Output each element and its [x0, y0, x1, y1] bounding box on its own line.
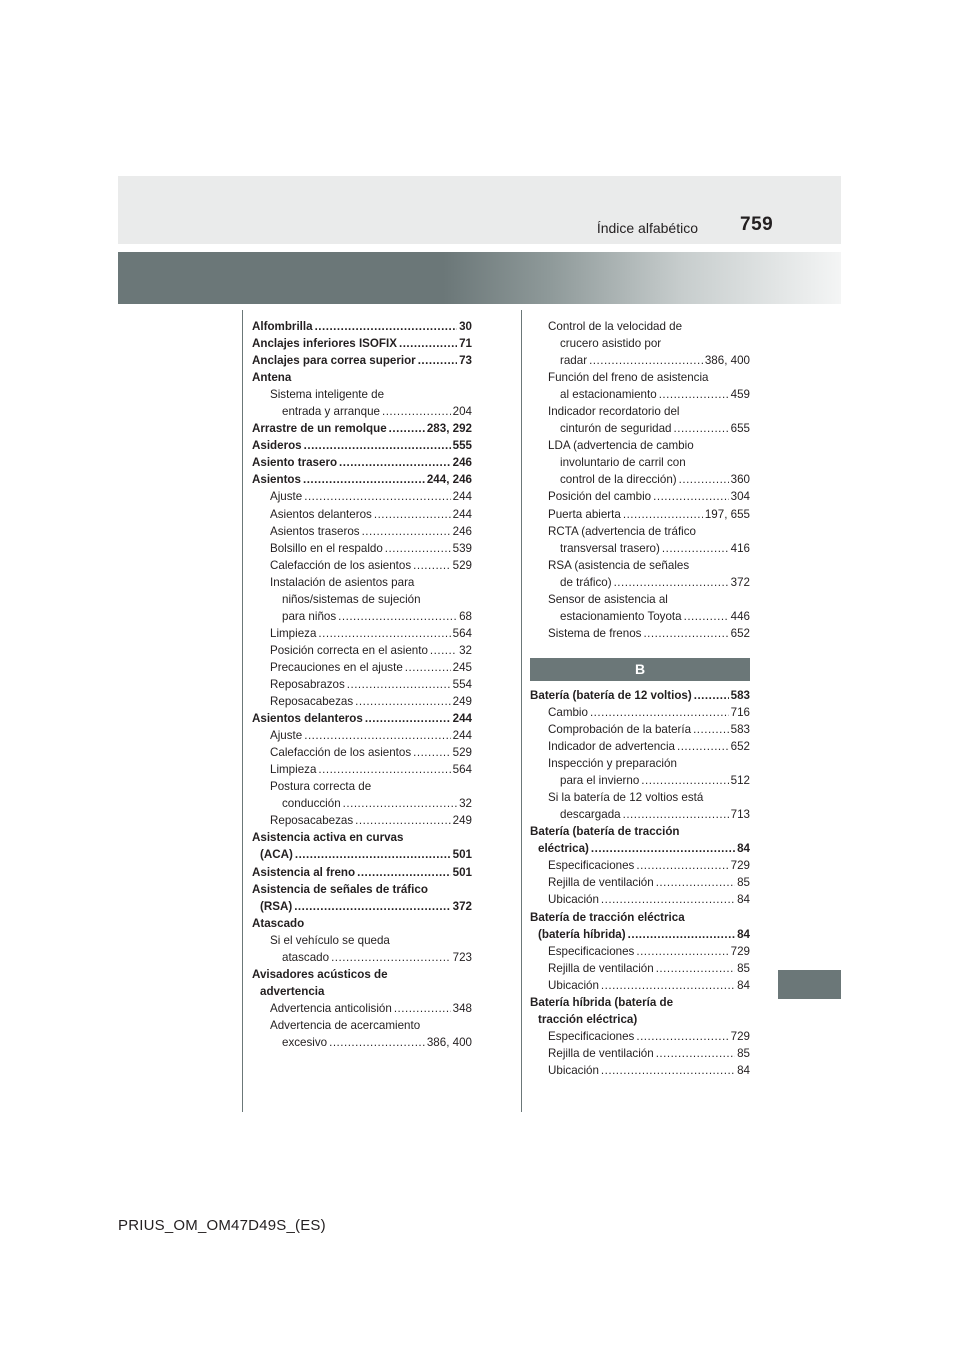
index-term: Reposacabezas [270, 814, 354, 828]
index-term: Rejilla de ventilación [548, 1046, 654, 1060]
index-entry [530, 687, 750, 704]
dot-leader [601, 1062, 735, 1079]
index-term: Si el vehículo se queda [270, 933, 390, 947]
index-term: Especificaciones [548, 859, 635, 873]
dot-leader [374, 506, 451, 523]
index-term: Precauciones en el ajuste [270, 660, 403, 674]
index-entry [252, 744, 472, 761]
index-page-ref: 84 [737, 842, 750, 856]
index-term: Control de la velocidad de [548, 320, 683, 333]
dot-leader [636, 1028, 728, 1045]
index-entry [530, 540, 750, 557]
index-page-ref: 555 [452, 439, 472, 453]
index-term: RSA (asistencia de señales [548, 558, 690, 572]
index-term: estacionamiento Toyota [560, 609, 682, 623]
index-page-ref: 244 [452, 729, 472, 743]
index-term: Asistencia activa en curvas [252, 831, 404, 845]
index-page-ref: 30 [459, 320, 472, 333]
index-page-ref: 204 [452, 405, 472, 419]
dot-leader [304, 488, 450, 505]
index-page-ref: 529 [452, 558, 472, 572]
dot-leader [355, 812, 451, 829]
index-term: Asiento trasero [252, 456, 338, 470]
index-entry [252, 966, 472, 983]
dot-leader [677, 738, 729, 755]
index-term: Asistencia al freno [252, 865, 356, 879]
index-entry [252, 727, 472, 744]
dot-leader [362, 523, 451, 540]
index-term: Batería de tracción eléctrica [530, 910, 685, 924]
index-term: Cambio [548, 705, 588, 719]
dot-leader [636, 857, 728, 874]
dot-leader [418, 352, 457, 369]
index-entry [252, 659, 472, 676]
index-page-ref: 32 [459, 643, 472, 657]
index-page-ref: 84 [737, 927, 750, 941]
index-page-ref: 249 [452, 695, 472, 709]
index-term: Inspección y preparación [548, 757, 677, 771]
index-term: Posición correcta en el asiento [270, 643, 428, 657]
index-entry [252, 386, 472, 403]
index-page-ref: 501 [452, 865, 472, 879]
index-entry [252, 335, 472, 352]
index-page-ref: 583 [730, 722, 750, 736]
dot-leader [623, 506, 703, 523]
index-page-ref: 244 [452, 507, 472, 521]
index-page-ref: 348 [452, 1001, 472, 1015]
index-term: Indicador de advertencia [548, 740, 675, 754]
index-entry [530, 772, 750, 789]
index-term: para niños [282, 609, 337, 623]
index-entry [252, 369, 472, 386]
index-column-1 [252, 318, 472, 1051]
index-term: Sistema de frenos [548, 626, 642, 640]
index-entry [252, 557, 472, 574]
index-entry [530, 1011, 750, 1028]
index-page-ref: 583 [730, 688, 750, 702]
dot-leader [628, 926, 735, 943]
index-entry [252, 949, 472, 966]
index-page-ref: 85 [737, 961, 750, 975]
dot-leader [304, 727, 450, 744]
index-page-ref: 539 [452, 541, 472, 555]
index-term: Arrastre de un remolque [252, 422, 387, 436]
index-term: excesivo [282, 1035, 328, 1049]
index-entry [252, 983, 472, 1000]
index-term: Limpieza [270, 626, 317, 640]
index-entry [252, 1000, 472, 1017]
index-term: Especificaciones [548, 1029, 635, 1043]
index-page-ref: 244 [452, 490, 472, 504]
index-entry [252, 506, 472, 523]
index-page-ref: 564 [452, 763, 472, 777]
dot-leader [656, 960, 735, 977]
index-entry [252, 403, 472, 420]
dot-leader [329, 1034, 425, 1051]
index-entry [252, 795, 472, 812]
chapter-tab [778, 970, 841, 999]
index-entry [530, 806, 750, 823]
index-entry [252, 915, 472, 932]
index-term: (RSA) [260, 899, 293, 913]
index-term: Anclajes para correa superior [252, 354, 416, 368]
dot-leader [385, 540, 451, 557]
index-page-ref: 246 [452, 524, 472, 538]
index-entry [530, 704, 750, 721]
index-page-ref: 459 [730, 388, 750, 402]
index-entry [530, 960, 750, 977]
index-term: Limpieza [270, 763, 317, 777]
index-term: Sistema inteligente de [270, 388, 385, 402]
index-term: Postura correcta de [270, 780, 372, 794]
dot-leader [365, 710, 451, 727]
index-page-ref: 554 [452, 677, 472, 691]
index-term: Asientos [252, 473, 301, 487]
section-title: Índice alfabético [596, 220, 698, 236]
index-page-ref: 85 [737, 876, 750, 890]
index-term: Batería (batería de tracción [530, 825, 680, 839]
dot-leader [694, 687, 729, 704]
index-entry [252, 574, 472, 591]
index-entry [530, 738, 750, 755]
dot-leader [674, 420, 729, 437]
index-term: Rejilla de ventilación [548, 961, 654, 975]
index-page-ref: 71 [459, 337, 472, 351]
index-page-ref: 529 [452, 746, 472, 760]
index-entry [530, 994, 750, 1011]
index-term: Instalación de asientos para [270, 575, 415, 589]
dot-leader [318, 761, 450, 778]
dot-leader [614, 574, 729, 591]
dot-leader [656, 1045, 735, 1062]
index-entry [530, 420, 750, 437]
index-term: Si la batería de 12 voltios está [548, 791, 704, 805]
index-term: Ajuste [270, 490, 303, 504]
dot-leader [656, 874, 735, 891]
index-term: de tráfico) [560, 575, 612, 589]
index-term: Sensor de asistencia al [548, 592, 668, 606]
index-entry [252, 523, 472, 540]
dot-leader [662, 540, 729, 557]
dot-leader [641, 772, 728, 789]
index-entry [530, 437, 750, 454]
index-entry [530, 386, 750, 403]
index-term: niños/sistemas de sujeción [282, 592, 421, 606]
index-entry [530, 369, 750, 386]
dot-leader [338, 608, 457, 625]
index-page-ref: 652 [730, 626, 750, 640]
index-entry [252, 881, 472, 898]
index-entry [252, 1017, 472, 1034]
index-entry [252, 471, 472, 488]
section-letter-b: B [530, 658, 750, 681]
dot-leader [591, 840, 735, 857]
index-term: Reposacabezas [270, 695, 354, 709]
index-entry [252, 437, 472, 454]
index-term: Ubicación [548, 893, 599, 907]
index-page-ref: 249 [452, 814, 472, 828]
page-number: 759 [740, 214, 774, 235]
index-entry [252, 864, 472, 881]
index-term: Avisadores acústicos de [252, 967, 388, 981]
index-entry [252, 488, 472, 505]
index-page-ref: 84 [737, 1063, 750, 1077]
dot-leader [357, 864, 451, 881]
index-entry [530, 891, 750, 908]
index-page-ref: 716 [730, 705, 750, 719]
index-entry [530, 1045, 750, 1062]
index-term: Alfombrilla [252, 320, 313, 333]
index-entry [252, 420, 472, 437]
dot-leader [413, 557, 451, 574]
index-term: Calefacción de los asientos [270, 558, 412, 572]
dot-leader [343, 795, 457, 812]
dot-leader [347, 676, 451, 693]
index-page-ref: 655 [730, 422, 750, 436]
index-entry [252, 898, 472, 915]
dot-leader [405, 659, 451, 676]
index-entry [530, 840, 750, 857]
index-term: Ubicación [548, 1063, 599, 1077]
index-entry [530, 874, 750, 891]
index-page-ref: 304 [730, 490, 750, 504]
index-term: (batería híbrida) [538, 927, 626, 941]
index-entry [530, 335, 750, 352]
index-entry [530, 454, 750, 471]
index-entry [252, 540, 472, 557]
index-entry [530, 721, 750, 738]
dot-leader [643, 625, 728, 642]
index-term: radar [560, 354, 588, 368]
index-term: Advertencia anticolisión [270, 1001, 392, 1015]
index-term: Asideros [252, 439, 302, 453]
index-column-2-continued [530, 318, 750, 642]
index-term: Asientos delanteros [252, 712, 363, 726]
column-divider-left [242, 310, 243, 1112]
index-term: Calefacción de los asientos [270, 746, 412, 760]
index-page-ref: 73 [459, 354, 472, 368]
index-page-ref: 416 [730, 541, 750, 555]
index-term: Antena [252, 371, 292, 385]
index-term: atascado [282, 950, 330, 964]
index-term: Rejilla de ventilación [548, 876, 654, 890]
index-page-ref: 197, 655 [704, 507, 750, 521]
index-entry [530, 823, 750, 840]
index-page-ref: 246 [452, 456, 472, 470]
index-page-ref: 386, 400 [426, 1035, 472, 1049]
index-page-ref: 32 [459, 797, 472, 811]
index-page-ref: 729 [730, 859, 750, 873]
index-entry [530, 557, 750, 574]
dot-leader [382, 403, 451, 420]
index-page-ref: 564 [452, 626, 472, 640]
index-term: Especificaciones [548, 944, 635, 958]
index-term: RCTA (advertencia de tráfico [548, 524, 696, 538]
index-entry [252, 352, 472, 369]
index-term: Asientos delanteros [270, 507, 372, 521]
dot-leader [355, 693, 451, 710]
dot-leader [339, 454, 451, 471]
index-section-b [530, 687, 750, 1079]
index-entry [530, 926, 750, 943]
dot-leader [653, 488, 729, 505]
index-term: advertencia [260, 984, 325, 998]
dot-leader [623, 806, 729, 823]
index-term: Ubicación [548, 978, 599, 992]
index-entry [252, 591, 472, 608]
index-entry [252, 625, 472, 642]
index-page-ref: 501 [452, 848, 472, 862]
index-page-ref: 283, 292 [426, 422, 472, 436]
index-page-ref: 85 [737, 1046, 750, 1060]
index-page-ref: 512 [730, 774, 750, 788]
index-page-ref: 244, 246 [426, 473, 472, 487]
index-term: descargada [560, 808, 621, 822]
index-term: Asistencia de señales de tráfico [252, 882, 428, 896]
header-band [118, 176, 841, 244]
index-page-ref: 84 [737, 978, 750, 992]
index-term: Reposabrazos [270, 677, 345, 691]
index-page-ref: 372 [452, 899, 472, 913]
index-entry [530, 318, 750, 335]
index-entry [252, 642, 472, 659]
index-term: Advertencia de acercamiento [270, 1018, 421, 1032]
dot-leader [659, 386, 729, 403]
dot-leader [679, 471, 729, 488]
document-code: PRIUS_OM_OM47D49S_(ES) [118, 1217, 326, 1234]
index-page-ref: 729 [730, 944, 750, 958]
index-entry [252, 710, 472, 727]
dot-leader [601, 891, 735, 908]
dot-leader [294, 898, 450, 915]
index-term: eléctrica) [538, 842, 589, 856]
index-entry [530, 943, 750, 960]
dot-leader [394, 1000, 451, 1017]
index-entry [530, 977, 750, 994]
index-entry [530, 506, 750, 523]
dot-leader [684, 608, 729, 625]
index-column-2 [530, 318, 750, 1079]
dot-leader [389, 420, 425, 437]
index-entry [530, 523, 750, 540]
index-entry [530, 608, 750, 625]
index-term: transversal trasero) [560, 541, 660, 555]
index-page-ref: 360 [730, 473, 750, 487]
dot-leader [589, 352, 703, 369]
dot-leader [315, 318, 458, 335]
index-term: Puerta abierta [548, 507, 621, 521]
index-entry [530, 857, 750, 874]
dot-leader [303, 471, 425, 488]
index-term: (ACA) [260, 848, 293, 862]
dot-leader [636, 943, 728, 960]
index-term: involuntario de carril con [560, 456, 686, 470]
index-entry [530, 755, 750, 772]
index-term: al estacionamiento [560, 388, 657, 402]
index-page-ref: 386, 400 [704, 354, 750, 368]
index-term: Ajuste [270, 729, 303, 743]
index-entry [530, 403, 750, 420]
index-entry [530, 1062, 750, 1079]
index-entry [530, 352, 750, 369]
index-term: cinturón de seguridad [560, 422, 672, 436]
index-page-ref: 652 [730, 740, 750, 754]
index-entry [252, 812, 472, 829]
dot-leader [331, 949, 451, 966]
index-page-ref: 84 [737, 893, 750, 907]
index-entry [530, 488, 750, 505]
index-term: LDA (advertencia de cambio [548, 439, 694, 453]
index-entry [252, 932, 472, 949]
index-page-ref: 245 [452, 660, 472, 674]
index-page-ref: 372 [730, 575, 750, 589]
dot-leader [304, 437, 451, 454]
index-term: Comprobación de la batería [548, 722, 692, 736]
index-term: Bolsillo en el respaldo [270, 541, 383, 555]
index-term: entrada y arranque [282, 405, 380, 419]
index-page-ref: 68 [459, 609, 472, 623]
dot-leader [413, 744, 451, 761]
index-entry [252, 608, 472, 625]
index-page-ref: 729 [730, 1029, 750, 1043]
chapter-band [118, 252, 841, 304]
index-entry [530, 625, 750, 642]
index-entry [530, 591, 750, 608]
index-entry [252, 1034, 472, 1051]
dot-leader [318, 625, 450, 642]
index-term: Indicador recordatorio del [548, 405, 680, 419]
index-page-ref: 244 [452, 712, 472, 726]
index-entry [530, 789, 750, 806]
index-entry [530, 1028, 750, 1045]
index-term: crucero asistido por [560, 337, 662, 351]
index-entry [252, 318, 472, 335]
index-entry [252, 846, 472, 863]
index-entry [252, 454, 472, 471]
index-term: Asientos traseros [270, 524, 360, 538]
index-entry [252, 829, 472, 846]
index-entry [252, 761, 472, 778]
index-entry [252, 778, 472, 795]
index-term: Atascado [252, 916, 305, 930]
index-term: Posición del cambio [548, 490, 652, 504]
index-entry [252, 676, 472, 693]
index-entry [530, 909, 750, 926]
index-page-ref: 713 [730, 808, 750, 822]
index-entry [252, 693, 472, 710]
dot-leader [693, 721, 729, 738]
index-term: Batería híbrida (batería de [530, 995, 674, 1009]
index-term: para el invierno [560, 774, 640, 788]
dot-leader [601, 977, 735, 994]
index-entry [530, 574, 750, 591]
index-entry [530, 471, 750, 488]
index-term: Batería (batería de 12 voltios) [530, 688, 692, 702]
column-divider-middle [521, 310, 522, 1112]
index-page-ref: 446 [730, 609, 750, 623]
dot-leader [590, 704, 729, 721]
dot-leader [430, 642, 457, 659]
index-term: tracción eléctrica) [538, 1012, 638, 1026]
dot-leader [399, 335, 457, 352]
dot-leader [295, 846, 451, 863]
index-term: Anclajes inferiores ISOFIX [252, 337, 397, 351]
index-term: control de la dirección) [560, 473, 677, 487]
index-term: Función del freno de asistencia [548, 371, 709, 385]
index-page-ref: 723 [452, 950, 472, 964]
index-term: conducción [282, 797, 341, 811]
